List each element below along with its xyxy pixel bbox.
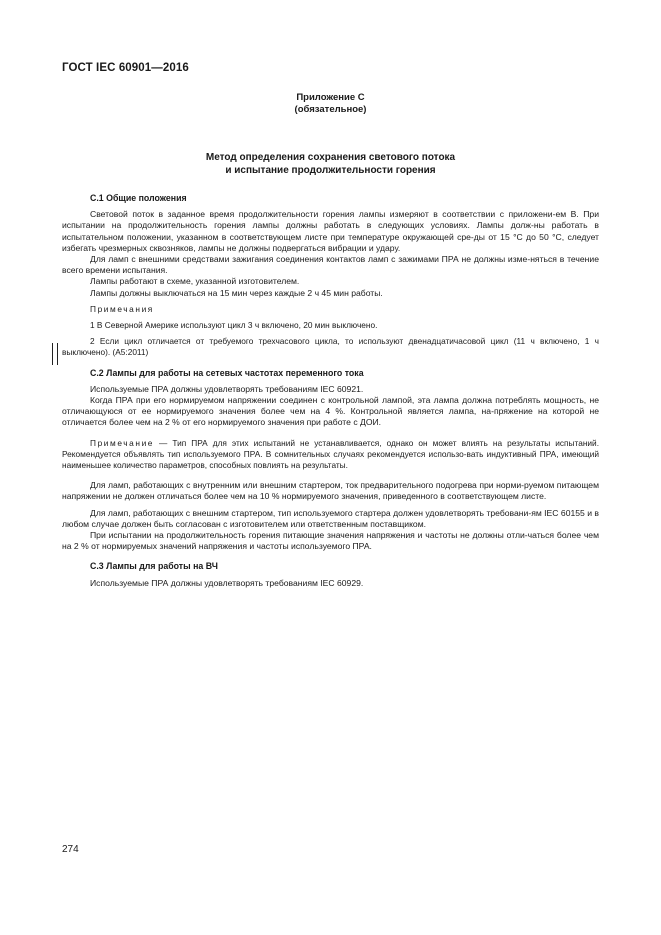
- c1-paragraph-2: Для ламп с внешними средствами зажигания соединения контактов ламп с зажимами ПРА не должны изме-няться в течение всего времени испытания.: [62, 254, 599, 276]
- appendix-status: (обязательное): [294, 104, 367, 115]
- c1-paragraph-3: Лампы работают в схеме, указанной изготовителем.: [90, 276, 300, 287]
- page-number: 274: [62, 844, 79, 855]
- change-marker-bar: [52, 343, 58, 365]
- c3-heading: С.3 Лампы для работы на ВЧ: [90, 561, 218, 572]
- c1-notes-label: Примечания: [90, 303, 154, 314]
- c2-paragraph-2: Когда ПРА при его нормируемом напряжении соединен с контрольной лампой, эта лампа должна потреблять мощность, не отличающуюся от ее нормируемого значения более чем на 4 %. Контрольной является лампа, на-пряжение на которой не отличается более чем на 2 % от его нормируемого значения при работе с ДОИ.: [62, 395, 599, 428]
- c2-note-text: — Тип ПРА для этих испытаний не устанавливается, однако он может влиять на результаты испытаний. Рекомендуется объявлять тип используемого ПРА. В сомнительных случаях рекомендуется использо-вать индуктивный ПРА, имеющий наименьшее количество параметров, способных повлиять на результаты.: [62, 437, 599, 471]
- c1-paragraph-4: Лампы должны выключаться на 15 мин через каждые 2 ч 45 мин работы.: [90, 287, 383, 298]
- standard-header: ГОСТ IEC 60901—2016: [62, 62, 189, 74]
- c1-note-2: 2 Если цикл отличается от требуемого трехчасового цикла, то используют двенадцатичасовой цикл (11 ч включено, 1 ч выключено). (A5:2011): [62, 336, 599, 358]
- section-title-line2: и испытание продолжительности горения: [225, 165, 436, 176]
- document-body: [62, 193, 599, 589]
- c3-paragraph-1: Используемые ПРА должны удовлетворять требованиям IEC 60929.: [90, 577, 364, 588]
- c2-paragraph-1: Используемые ПРА должны удовлетворять требованиям IEC 60921.: [90, 383, 364, 394]
- c1-note-1: 1 В Северной Америке используют цикл 3 ч включено, 20 мин выключено.: [90, 320, 378, 331]
- section-title-line1: Метод определения сохранения светового потока: [205, 152, 456, 163]
- c2-note-label: Примечание: [90, 437, 155, 448]
- c1-heading: С.1 Общие положения: [90, 193, 187, 203]
- c2-heading: С.2 Лампы для работы на сетевых частотах переменного тока: [90, 367, 364, 378]
- c2-paragraph-3: Для ламп, работающих с внутренним или внешним стартером, ток предварительного подогрева при норми-руемом питающем напряжении не должен отличаться более чем на 10 % нормируемого значения, приведенного в соответствующем листе.: [62, 480, 599, 502]
- c1-paragraph-1: Световой поток в заданное время продолжительности горения лампы измеряют в соответствии с приложени-ем В. При испытании на продолжительность горения лампы должны работать в следующих условиях. Лампы долж-ны работать в испытательном положении, указанном в соответствующем листе при температуре окружающей сре-ды от 15 °С до 50 °С, следует избегать чрезмерных сквозняков, лампы не должны подвергаться вибрации и удару.: [62, 209, 599, 253]
- appendix-title: Приложение С: [296, 92, 365, 103]
- c2-note: [62, 438, 599, 472]
- c2-paragraph-5: При испытании на продолжительность горения питающие значения напряжения и частоты не должны отли-чаться более чем на 2 % от нормируемых значений напряжения и частоты используемого ПРА.: [62, 530, 599, 552]
- c2-paragraph-4: Для ламп, работающих с внешним стартером, тип используемого стартера должен удовлетворять требовани-ям IEC 60155 и в любом случае должен быть согласован с изготовителем или ответственным поставщиком.: [62, 507, 599, 529]
